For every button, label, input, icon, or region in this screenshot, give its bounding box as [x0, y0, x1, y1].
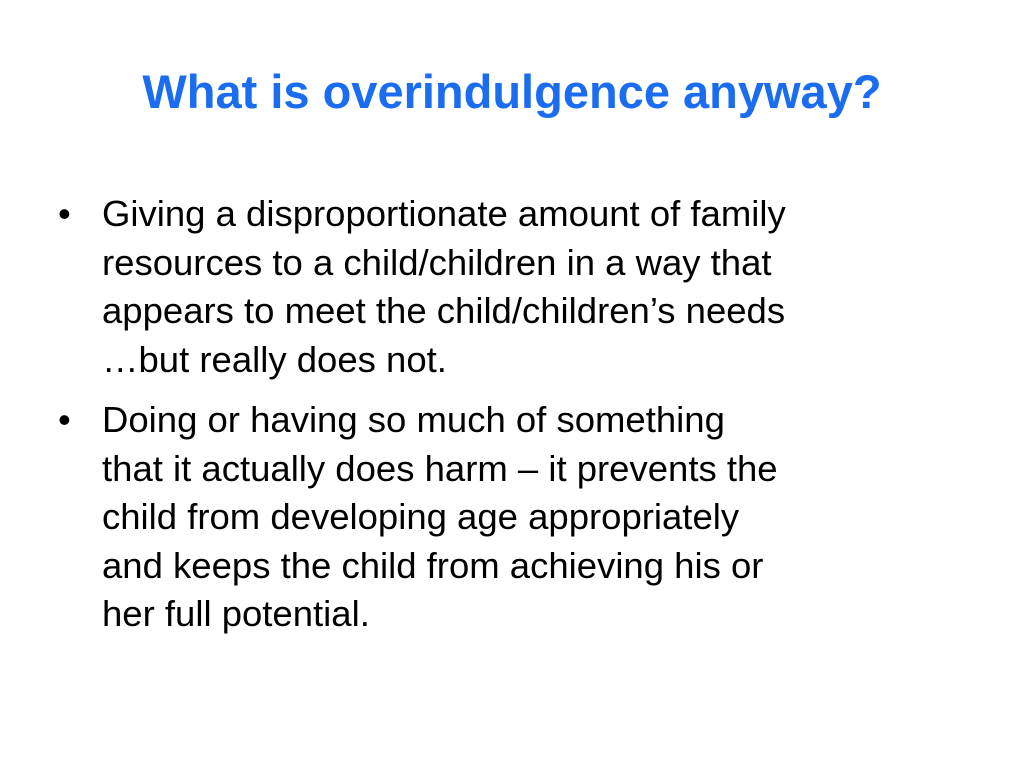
bullet-item-1 [58, 190, 978, 384]
bullet-2-line-3: child from developing age appropriately [102, 496, 740, 537]
bullet-2-line-1: Doing or having so much of something [102, 399, 725, 440]
bullet-2-line-2: that it actually does harm – it prevents the [102, 447, 778, 489]
bullet-2-line-4: and keeps the child from achieving his or [102, 544, 764, 586]
bullet-1-line-3: appears to meet the child/children’s needs [102, 290, 786, 331]
bullet-item-2 [58, 396, 978, 639]
bullet-list [58, 190, 978, 651]
bullet-1-line-1: Giving a disproportionate amount of family [102, 193, 786, 234]
bullet-1-line-2: resources to a child/children in a way that [102, 241, 772, 283]
bullet-2-line-5: her full potential. [102, 593, 370, 634]
bullet-marker-icon: • [58, 399, 71, 440]
bullet-1-line-4: …but really does not. [102, 338, 447, 380]
bullet-marker-icon: • [58, 193, 71, 234]
slide-title: What is overindulgence anyway? [142, 65, 882, 118]
